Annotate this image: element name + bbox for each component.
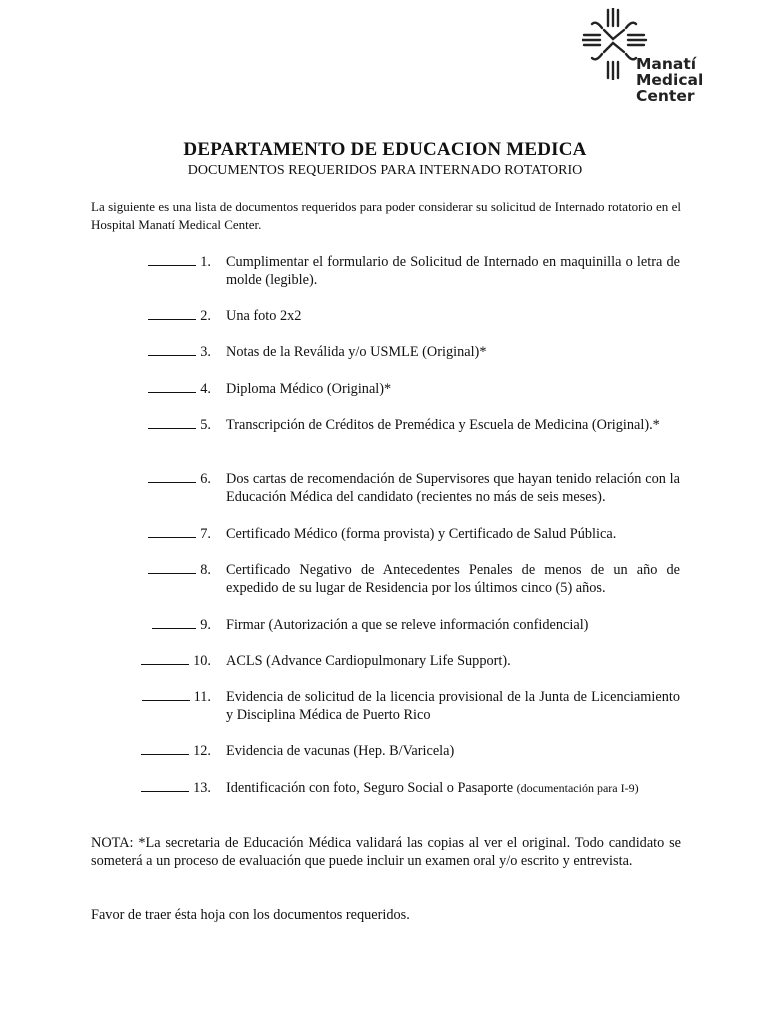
requirement-number: 2.	[200, 308, 211, 324]
requirement-text: Evidencia de vacunas (Hep. B/Varicela)	[226, 743, 455, 759]
requirement-text: Evidencia de solicitud de la licencia provisional de la Junta de Licenciamiento y Disciplina Médica de Puerto Rico	[226, 689, 680, 723]
footer-paragraph: Favor de traer ésta hoja con los documentos requeridos.	[91, 907, 410, 923]
checkbox-blank-line[interactable]	[141, 652, 189, 665]
requirement-number: 6.	[200, 471, 211, 487]
checkbox-blank-line[interactable]	[148, 525, 196, 538]
requirement-number: 11.	[193, 689, 211, 705]
requirement-text: Certificado Negativo de Antecedentes Penales de menos de un año de expedido de su lugar de Residencia por los últimos cinco (5) años.	[226, 562, 680, 596]
requirement-number: 12.	[193, 743, 211, 759]
requirement-text: Transcripción de Créditos de Premédica y Escuela de Medicina (Original).*	[226, 417, 660, 433]
checkbox-blank-line[interactable]	[148, 343, 196, 356]
requirement-text: Firmar (Autorización a que se releve información confidencial)	[226, 617, 589, 633]
logo-line-1: Manatí	[636, 55, 697, 73]
requirement-number: 4.	[200, 381, 211, 397]
requirement-number: 8.	[200, 562, 211, 578]
requirement-text: Diploma Médico (Original)*	[226, 381, 392, 397]
manati-medical-center-logo	[582, 8, 712, 108]
requirement-number: 3.	[200, 344, 211, 360]
checkbox-blank-line[interactable]	[148, 380, 196, 393]
logo-line-2: Medical	[636, 71, 704, 89]
checkbox-blank-line[interactable]	[148, 307, 196, 320]
requirement-number: 5.	[200, 417, 211, 433]
requirement-number: 10.	[193, 653, 211, 669]
checkbox-blank-line[interactable]	[142, 688, 190, 701]
intro-paragraph: La siguiente es una lista de documentos requeridos para poder considerar su solicitud de Internado rotatorio en el Hospital Manatí Medical Center.	[91, 199, 681, 232]
requirement-text: Identificación con foto, Seguro Social o Pasaporte	[226, 780, 514, 796]
checkbox-blank-line[interactable]	[148, 470, 196, 483]
requirement-number: 7.	[200, 526, 211, 542]
requirement-number: 13.	[193, 780, 211, 796]
requirement-text: Notas de la Reválida y/o USMLE (Original)*	[226, 344, 487, 360]
requirement-number: 1.	[200, 254, 211, 270]
logo-wordmark	[636, 56, 703, 104]
document-title: DEPARTAMENTO DE EDUCACION MEDICA	[183, 139, 587, 160]
requirement-text: Certificado Médico (forma provista) y Certificado de Salud Pública.	[226, 526, 617, 542]
checkbox-blank-line[interactable]	[148, 253, 196, 266]
requirement-note: (documentación para I-9)	[516, 781, 639, 795]
requirement-text: Cumplimentar el formulario de Solicitud de Internado en maquinilla o letra de molde (legible).	[226, 254, 680, 288]
checkbox-blank-line[interactable]	[148, 416, 196, 429]
requirement-number: 9.	[200, 617, 211, 633]
document-subtitle: DOCUMENTOS REQUERIDOS PARA INTERNADO ROTATORIO	[187, 163, 583, 178]
requirement-text: Una foto 2x2	[226, 308, 302, 324]
checkbox-blank-line[interactable]	[152, 616, 196, 629]
checkbox-blank-line[interactable]	[141, 742, 189, 755]
checkbox-blank-line[interactable]	[141, 779, 189, 792]
checkbox-blank-line[interactable]	[148, 561, 196, 574]
requirement-text: ACLS (Advance Cardiopulmonary Life Support).	[226, 653, 511, 669]
note-paragraph: NOTA: *La secretaria de Educación Médica validará las copias al ver el original. Todo candidato se someterá a un proceso de evaluación que puede incluir un examen oral y/o escrito y entrevista.	[91, 835, 681, 869]
logo-line-3: Center	[636, 87, 695, 105]
requirement-text: Dos cartas de recomendación de Supervisores que hayan tenido relación con la Educación Médica del candidato (recientes no más de seis meses).	[226, 471, 680, 505]
